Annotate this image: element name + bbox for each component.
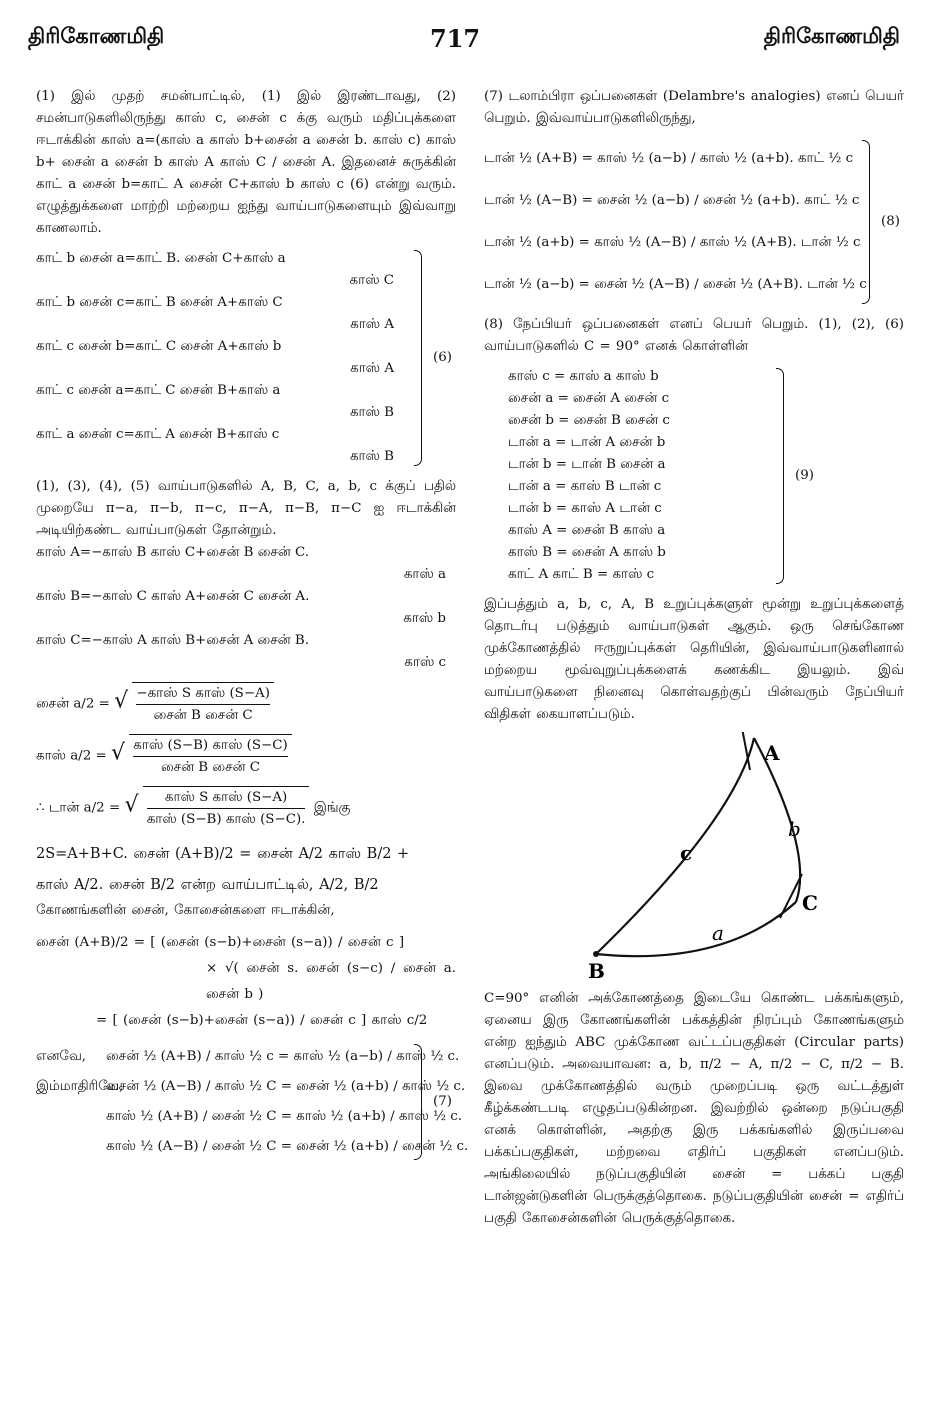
eq6-row: காட் c சைன் b=காட் C சைன் A+காஸ் b காஸ் A [36, 339, 394, 376]
cos-half-line: காஸ் A/2. சைன் B/2 என்ற வாய்பாட்டில், A/2, B/2 [36, 877, 379, 893]
eq8-row: டான் ½ (a−b) = சைன் ½ (A−B) / சைன் ½ (A+B). டான் ½ c [484, 277, 867, 292]
eq7-intro: எனவே, [36, 1049, 87, 1064]
eq9-row: காட் A காட் B = காஸ் c [508, 567, 655, 582]
running-head-right: திரிகோணமிதி [763, 24, 900, 48]
eq6-row: காட் c சைன் a=காட் C சைன் B+காஸ் a காஸ் B [36, 383, 394, 420]
eq6-row: காட் b சைன் a=காட் B. சைன் C+காஸ் a காஸ் C [36, 251, 394, 288]
spherical-triangle-figure [484, 732, 904, 982]
sine-sum-line-2: × √( சைன் s. சைன் (s−c) / சைன் a. சைன் b ) [206, 961, 456, 1002]
eq9-row: காஸ் c = காஸ் a காஸ் b [508, 369, 659, 384]
angles-line: கோணங்களின் சைன், கோசைன்களை ஈடாக்கின், [36, 903, 335, 918]
paragraph-substitution: (1), (3), (4), (5) வாய்பாடுகளில் A, B, C, a, b, c க்குப் பதில் முறையே π−a, π−b, π−c, π−A, π−B, π−C ஐ ஈடாக்கின் அடியிற்கண்ட வாய்பாடுகள் தோன்றும். [36, 479, 456, 538]
eq7-row: காஸ் ½ (A−B) / சைன் ½ C = சைன் ½ (a+b) / சைன் ½ c. [106, 1139, 469, 1154]
eq8-row: டான் ½ (A−B) = சைன் ½ (a−b) / சைன் ½ (a+b). காட் ½ c [484, 193, 860, 208]
half-eq: ∴ டான் a/2 = √ காஸ் S காஸ் (S−A) காஸ் (S−B) காஸ் (S−C). இங்கு [36, 786, 456, 830]
left-column [36, 86, 469, 1162]
eq7-intro2: இம்மாதிரியே, [36, 1079, 124, 1094]
vertex-B [593, 951, 599, 957]
semi-perimeter-line: 2S=A+B+C. சைன் (A+B)/2 = சைன் A/2 காஸ் B/2 + [36, 846, 410, 862]
equation-group-7 [36, 1042, 469, 1162]
half-eq: சைன் a/2 = √ −காஸ் S காஸ் (S−A) சைன் B சைன் C [36, 682, 456, 726]
eq7-row: சைன் ½ (A+B) / காஸ் ½ c = காஸ் ½ (a−b) / காஸ் ½ c. [106, 1049, 460, 1064]
equation-group-9 [484, 366, 904, 586]
paragraph-circular-parts: C=90° எனின் அக்கோணத்தை இடையே கொண்ட பக்கங்களும், ஏனைய இரு கோணங்களின் பக்கத்தின் நிரப்பும் கோணங்களும் என்ற ஐந்தும் ABC முக்கோண வட்டப்பகுதிகள் (Circular parts) எனப்படும். அவையாவன: a, b, π/2 − A, π/2 − C, π/2 − B. இவை முக்கோணத்தில் வரும் முறைப்படி ஒரு வட்டத்துள் கீழ்க்கண்டபடி எழுதப்படுகின்றன. இவற்றில் ஒன்றை நடுப்பகுதி எனக் கொள்ளின், அதற்கு இரு பக்கங்களில் இருப்பவை பக்கப்பகுதிகள், மற்றவை எதிர்ப் பகுதிகள் எனப்படும். அங்கிலையில் நடுப்பகுதியின் சைன் = பக்கப் பகுதி டான்ஜன்டுகளின் பெருக்குத்தொகை. நடுப்பகுதியின் சைன் = எதிர்ப் பகுதி கோசைன்களின் பெருக்குத்தொகை. [484, 991, 904, 1226]
label-vertex-C: C [802, 891, 818, 915]
equation-number-7: (7) [433, 1094, 452, 1109]
eq9-row: டான் a = டான் A சைன் b [508, 435, 666, 450]
eq7-row: காஸ் ½ (A+B) / சைன் ½ C = காஸ் ½ (a+b) / காஸ் ½ c. [106, 1109, 463, 1124]
label-side-a: a [712, 921, 724, 945]
cos-eq-tail: காஸ் a [403, 567, 446, 582]
brace [776, 368, 784, 584]
equation-group-6 [36, 248, 456, 468]
side-a-arc [596, 902, 796, 956]
eq6-row: காட் a சைன் c=காட் A சைன் B+காஸ் c காஸ் B [36, 427, 394, 464]
eq9-row: டான் b = டான் B சைன் a [508, 457, 666, 472]
eq8-row: டான் ½ (A+B) = காஸ் ½ (a−b) / காஸ் ½ (a+b). காட் ½ c [484, 151, 854, 166]
equation-group-8 [484, 138, 904, 306]
eq9-row: டான் a = காஸ் B டான் c [508, 479, 662, 494]
sine-sum-line-1: சைன் (A+B)/2 = [ (சைன் (s−b)+சைன் (s−a)) / சைன் c ] [36, 935, 405, 950]
eq9-row: காஸ் B = சைன் A காஸ் b [508, 545, 666, 560]
paragraph-delambre: (7) டலாம்பிரா ஒப்பனைகள் (Delambre's analogies) எனப் பெயர் பெறும். இவ்வாய்பாடுகளிலிருந்து, [484, 89, 904, 126]
page-number: 717 [430, 24, 481, 53]
eq9-row: டான் b = காஸ் A டான் c [508, 501, 662, 516]
cos-eq: காஸ் C=−காஸ் A காஸ் B+சைன் A சைன் B. [36, 633, 309, 648]
right-column [484, 86, 904, 1230]
eq6-row: காட் b சைன் c=காட் B சைன் A+காஸ் C காஸ் A [36, 295, 394, 332]
equation-number-9: (9) [795, 468, 814, 483]
eq9-row: காஸ் A = சைன் B காஸ் a [508, 523, 666, 538]
equation-number-8: (8) [881, 214, 900, 229]
equation-number-6: (6) [433, 350, 452, 365]
label-vertex-B: B [588, 959, 605, 982]
brace [414, 1044, 422, 1160]
running-head-left: திரிகோணமிதி [28, 24, 165, 48]
half-angle-equations [36, 682, 456, 830]
label-vertex-A: A [764, 741, 780, 765]
cos-eq: காஸ் B=−காஸ் C காஸ் A+சைன் C சைன் A. [36, 589, 310, 604]
eq9-row: சைன் b = சைன் B சைன் c [508, 413, 670, 428]
cos-eq-tail: காஸ் c [404, 655, 446, 670]
paragraph-intro: (1) இல் முதற் சமன்பாட்டில், (1) இல் இரண்டாவது, (2) சமன்பாடுகளிலிருந்து காஸ் c, சைன் c க்கு வரும் மதிப்புக்களை ஈடாக்கின் காஸ் a=(காஸ் a காஸ் b+சைன் a சைன் b. காஸ் c) காஸ் b+ சைன் a சைன் b காஸ் A காஸ் C / சைன் A. இதனைச் சுருக்கின் காட் a சைன் b=காட் A சைன் C+காஸ் b காஸ் c (6) என்று வரும். எழுத்துக்களை மாற்றி மற்றைய ஐந்து வாய்பாடுகளையும் இவ்வாறு காணலாம். [36, 89, 456, 236]
brace [862, 140, 870, 304]
eq8-row: டான் ½ (a+b) = காஸ் ½ (A−B) / காஸ் ½ (A+B). டான் ½ c [484, 235, 861, 250]
paragraph-napier: (8) நேப்பியர் ஒப்பனைகள் எனப் பெயர் பெறும். (1), (2), (6) வாய்பாடுகளில் C = 90° எனக் கொள்ளின் [484, 317, 904, 354]
side-c-arc [596, 738, 754, 954]
label-side-c: c [680, 841, 693, 865]
cos-eq-tail: காஸ் b [403, 611, 446, 626]
eq7-row: சைன் ½ (A−B) / காஸ் ½ C = சைன் ½ (a+b) / காஸ் ½ c. [106, 1079, 466, 1094]
cos-equations [36, 542, 456, 674]
half-eq: காஸ் a/2 = √ காஸ் (S−B) காஸ் (S−C) சைன் B சைன் C [36, 734, 456, 778]
eq9-row: சைன் a = சைன் A சைன் c [508, 391, 670, 406]
cos-eq: காஸ் A=−காஸ் B காஸ் C+சைன் B சைன் C. [36, 545, 310, 560]
label-side-b: b [788, 817, 801, 841]
paragraph-circular-intro: இப்பத்தும் a, b, c, A, B உறுப்புக்களுள் மூன்று உறுப்புக்களைத் தொடர்பு படுத்தும் வாய்பாடுகள் ஆகும். ஒரு செங்கோண முக்கோணத்தில் ஈருறுப்புக்கள் தெரியின், இவ்வாய்பாடுகளினால் மற்றைய மூவ்வுறுப்புக்களைக் கணக்கிட இயலும். இவ் வாய்பாடுகளை நினைவு கொள்வதற்குப் பின்வரும் நேப்பியர் விதிகள் கையாளப்படும். [484, 597, 904, 722]
brace [414, 250, 422, 466]
sine-sum-line-3: = [ (சைன் (s−b)+சைன் (s−a)) / சைன் c ] காஸ் c/2 [96, 1013, 428, 1028]
